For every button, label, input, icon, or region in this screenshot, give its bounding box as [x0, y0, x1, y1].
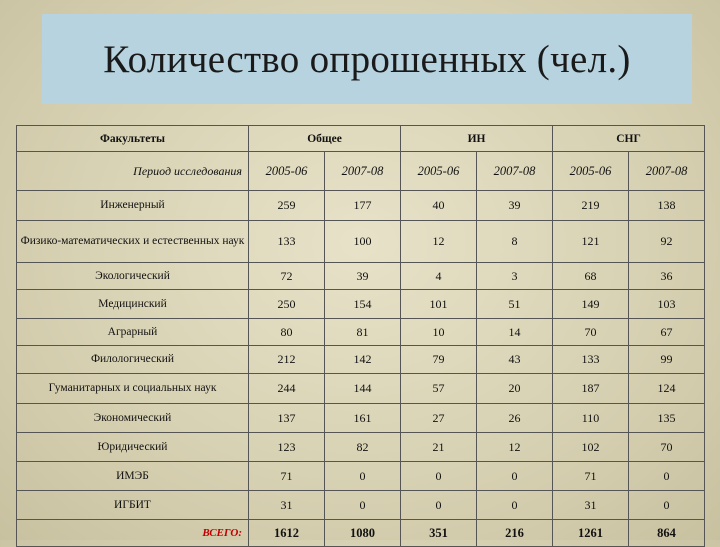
value-cell: 187 — [553, 374, 629, 404]
header-cis: СНГ — [553, 126, 705, 152]
value-cell: 14 — [477, 319, 553, 346]
table-row — [17, 221, 705, 263]
page-title: Количество опрошенных (чел.) — [103, 37, 631, 81]
value-cell: 71 — [249, 462, 325, 491]
value-cell: 219 — [553, 191, 629, 221]
value-cell: 81 — [325, 319, 401, 346]
table-row — [17, 433, 705, 462]
value-cell: 4 — [401, 263, 477, 290]
header-year: 2007-08 — [629, 152, 705, 191]
value-cell: 142 — [325, 346, 401, 374]
value-cell: 133 — [249, 221, 325, 263]
value-cell: 250 — [249, 290, 325, 319]
faculty-name: Юридический — [17, 433, 249, 462]
value-cell: 121 — [553, 221, 629, 263]
value-cell: 8 — [477, 221, 553, 263]
value-cell: 212 — [249, 346, 325, 374]
value-cell: 12 — [477, 433, 553, 462]
faculty-name: Медицинский — [17, 290, 249, 319]
table-row — [17, 404, 705, 433]
faculty-name: Аграрный — [17, 319, 249, 346]
value-cell: 3 — [477, 263, 553, 290]
value-cell: 177 — [325, 191, 401, 221]
table-row — [17, 374, 705, 404]
table-row — [17, 263, 705, 290]
value-cell: 0 — [401, 462, 477, 491]
value-cell: 0 — [477, 491, 553, 520]
value-cell: 70 — [629, 433, 705, 462]
value-cell: 31 — [553, 491, 629, 520]
header-year: 2005-06 — [401, 152, 477, 191]
value-cell: 20 — [477, 374, 553, 404]
value-cell: 12 — [401, 221, 477, 263]
value-cell: 110 — [553, 404, 629, 433]
table-row — [17, 462, 705, 491]
faculty-name: Экологический — [17, 263, 249, 290]
table-row — [17, 319, 705, 346]
value-cell: 80 — [249, 319, 325, 346]
value-cell: 92 — [629, 221, 705, 263]
value-cell: 70 — [553, 319, 629, 346]
header-total: Общее — [249, 126, 401, 152]
value-cell: 0 — [401, 491, 477, 520]
faculty-name: ИМЭБ — [17, 462, 249, 491]
title-banner — [42, 14, 692, 104]
value-cell: 31 — [249, 491, 325, 520]
value-cell: 10 — [401, 319, 477, 346]
value-cell: 0 — [629, 462, 705, 491]
value-cell: 51 — [477, 290, 553, 319]
faculty-name: Филологический — [17, 346, 249, 374]
table-row — [17, 491, 705, 520]
value-cell: 137 — [249, 404, 325, 433]
header-year: 2007-08 — [325, 152, 401, 191]
value-cell: 27 — [401, 404, 477, 433]
survey-table — [16, 125, 705, 547]
total-value-cell: 1261 — [553, 520, 629, 547]
value-cell: 39 — [325, 263, 401, 290]
value-cell: 36 — [629, 263, 705, 290]
header-row-years — [17, 152, 705, 191]
value-cell: 149 — [553, 290, 629, 319]
value-cell: 71 — [553, 462, 629, 491]
value-cell: 101 — [401, 290, 477, 319]
table-row — [17, 346, 705, 374]
value-cell: 123 — [249, 433, 325, 462]
value-cell: 259 — [249, 191, 325, 221]
value-cell: 39 — [477, 191, 553, 221]
faculty-name: Экономический — [17, 404, 249, 433]
value-cell: 161 — [325, 404, 401, 433]
value-cell: 124 — [629, 374, 705, 404]
table-row — [17, 290, 705, 319]
value-cell: 154 — [325, 290, 401, 319]
value-cell: 26 — [477, 404, 553, 433]
value-cell: 82 — [325, 433, 401, 462]
header-in: ИН — [401, 126, 553, 152]
value-cell: 57 — [401, 374, 477, 404]
value-cell: 67 — [629, 319, 705, 346]
value-cell: 144 — [325, 374, 401, 404]
total-row — [17, 520, 705, 547]
total-value-cell: 864 — [629, 520, 705, 547]
total-value-cell: 216 — [477, 520, 553, 547]
faculty-name: ИГБИТ — [17, 491, 249, 520]
value-cell: 135 — [629, 404, 705, 433]
value-cell: 72 — [249, 263, 325, 290]
value-cell: 79 — [401, 346, 477, 374]
header-year: 2005-06 — [553, 152, 629, 191]
faculty-name: Инженерный — [17, 191, 249, 221]
value-cell: 43 — [477, 346, 553, 374]
total-label: ВСЕГО: — [17, 520, 249, 547]
header-period: Период исследования — [17, 152, 249, 191]
value-cell: 68 — [553, 263, 629, 290]
total-value-cell: 1080 — [325, 520, 401, 547]
table-row — [17, 191, 705, 221]
value-cell: 103 — [629, 290, 705, 319]
header-faculties: Факультеты — [17, 126, 249, 152]
value-cell: 138 — [629, 191, 705, 221]
value-cell: 133 — [553, 346, 629, 374]
value-cell: 99 — [629, 346, 705, 374]
faculty-name: Физико-математических и естественных наук — [17, 221, 249, 263]
total-value-cell: 351 — [401, 520, 477, 547]
header-year: 2007-08 — [477, 152, 553, 191]
value-cell: 0 — [325, 491, 401, 520]
value-cell: 102 — [553, 433, 629, 462]
value-cell: 21 — [401, 433, 477, 462]
header-row-groups — [17, 126, 705, 152]
value-cell: 0 — [325, 462, 401, 491]
value-cell: 244 — [249, 374, 325, 404]
faculty-name: Гуманитарных и социальных наук — [17, 374, 249, 404]
value-cell: 40 — [401, 191, 477, 221]
value-cell: 0 — [629, 491, 705, 520]
header-year: 2005-06 — [249, 152, 325, 191]
value-cell: 0 — [477, 462, 553, 491]
total-value-cell: 1612 — [249, 520, 325, 547]
value-cell: 100 — [325, 221, 401, 263]
